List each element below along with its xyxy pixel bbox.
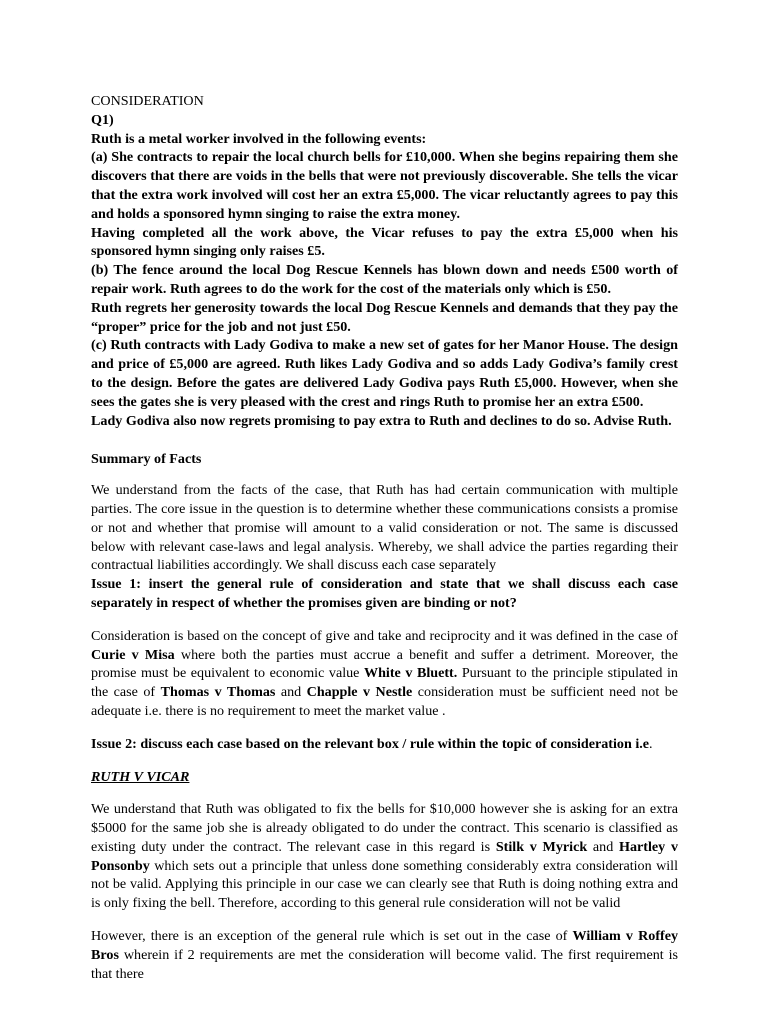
exception-paragraph (91, 927, 678, 983)
question-part-a: (a) She contracts to repair the local church bells for £10,000. When she begins repairing them she discovers that there are voids in the bells that were not previously discoverable. She tells the vicar that the extra work involved will cost her an extra £5,000. The vicar reluctantly agrees to pay this and holds a sponsored hymn singing to raise the extra money. (91, 149, 678, 222)
ruth-v-vicar-heading-text: RUTH V VICAR (91, 768, 190, 785)
issue-1: Issue 1: insert the general rule of consideration and state that we shall discuss each case separately in respect of whether the promises given are binding or not? (91, 576, 678, 611)
issue-2 (91, 735, 678, 754)
ruth-text-1: We understand that Ruth was obligated to fix the bells for $10,000 however she is asking for an extra $5000 for the same job she is already obligated to do under the contract. This scenario is classified as existing duty under the contract. The relevant case in this regard is (91, 801, 678, 855)
question-part-c: (c) Ruth contracts with Lady Godiva to make a new set of gates for her Manor House. The design and price of £5,000 are agreed. Ruth likes Lady Godiva and so adds Lady Godiva’s family crest to the design. Before the gates are delivered Lady Godiva pays Ruth £5,000. However, when she sees the gates she is very pleased with the crest and rings Ruth to promise her an extra £500. (91, 337, 678, 410)
case-william-v-roffey-bros: William v Roffey Bros (91, 928, 679, 963)
issue-2-period: . (649, 735, 653, 752)
consideration-text-5: consideration must be sufficient need not be adequate i.e. there is no requirement to meet the market value . (91, 684, 679, 719)
consideration-text-2: where both the parties must accrue a benefit and suffer a detriment. Moreover, the promise must be equivalent to economic value (91, 646, 678, 682)
issue-2-text: Issue 2: discuss each case based on the relevant box / rule within the topic of consideration i.e (91, 735, 650, 752)
ruth-text-2: and (587, 838, 620, 855)
case-hartley-v-ponsonby: Hartley v Ponsonby (91, 838, 678, 874)
case-stilk-v-myrick: Stilk v Myrick (495, 838, 588, 855)
consideration-text-1: Consideration is based on the concept of give and take and reciprocity and it was defined in the case of (91, 627, 678, 644)
summary-paragraph: We understand from the facts of the case, that Ruth has had certain communication with multiple parties. The core issue in the question is to determine whether these communications consists a promise or not and whether that promise will amount to a valid consideration or not. The same is discussed below with relevant case-laws and legal analysis. Whereby, we shall advice the parties regarding their contractual liabilities accordingly. We shall discuss each case separately (91, 482, 678, 574)
question-number: Q1) (91, 111, 114, 128)
case-curie-v-misa: Curie v Misa (91, 646, 175, 663)
question-part-b-followup: Ruth regrets her generosity towards the local Dog Rescue Kennels and demands that they pay the “proper” price for the job and not just £50. (91, 299, 678, 335)
exception-text-1: However, there is an exception of the general rule which is set out in the case of (91, 928, 573, 945)
ruth-v-vicar-paragraph (91, 800, 678, 913)
ruth-text-3: which sets out a principle that unless done something considerably extra consideration will not be valid. Applying this principle in our case we can clearly see that Ruth is doing nothing extra and is only fixing the bell. Therefore, according to this general rule consideration will not be valid (91, 857, 678, 912)
consideration-paragraph (91, 627, 678, 721)
consideration-text-3: Pursuant to the principle stipulated in the case of (91, 665, 678, 701)
question-part-b: (b) The fence around the local Dog Rescue Kennels has blown down and needs £500 worth of repair work. Ruth agrees to do the work for the cost of the materials only which is £50. (91, 262, 678, 297)
doc-title: CONSIDERATION (91, 93, 204, 109)
question-part-c-followup: Lady Godiva also now regrets promising to pay extra to Ruth and declines to do so. Advise Ruth. (91, 412, 672, 429)
case-thomas-v-thomas: Thomas v Thomas (160, 684, 276, 701)
exception-text-2: wherein if 2 requirements are met the consideration will become valid. The first requirement is that there (91, 946, 678, 982)
case-white-v-bluett: White v Bluett. (364, 665, 458, 682)
ruth-v-vicar-heading (91, 768, 678, 787)
question-intro: Ruth is a metal worker involved in the following events: (91, 130, 427, 147)
consideration-text-4: and (275, 684, 307, 701)
case-chapple-v-nestle: Chapple v Nestle (306, 684, 413, 701)
question-part-a-followup: Having completed all the work above, the Vicar refuses to pay the extra £5,000 when his sponsored hymn singing only raises £5. (91, 224, 678, 260)
summary-heading: Summary of Facts (91, 451, 202, 468)
